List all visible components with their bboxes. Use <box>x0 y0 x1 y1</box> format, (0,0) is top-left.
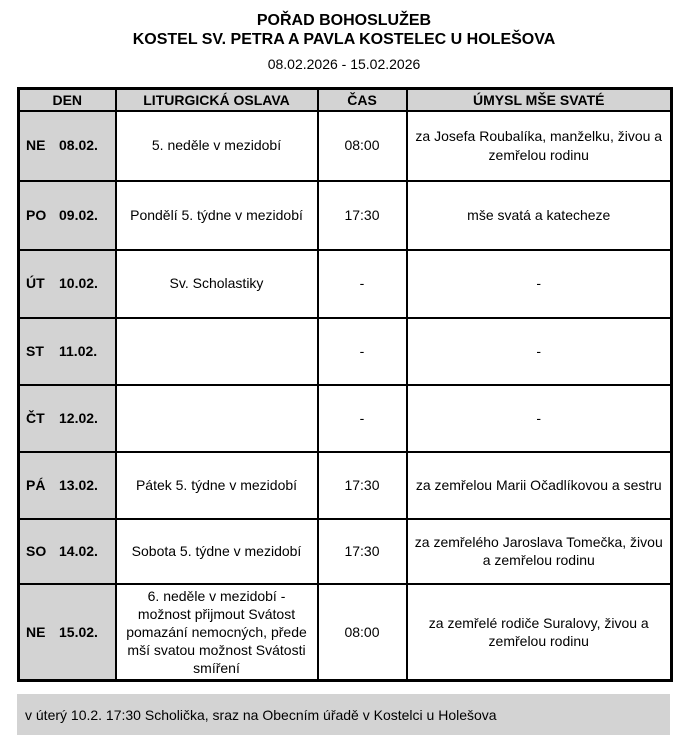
column-header-intention: ÚMYSL MŠE SVATÉ <box>407 89 672 111</box>
day-abbr: ČT <box>26 409 45 426</box>
intention-cell: - <box>407 250 672 318</box>
column-header-time: ČAS <box>318 89 407 111</box>
day-abbr: SO <box>26 542 47 559</box>
page-title: POŘAD BOHOSLUŽEB <box>256 12 432 29</box>
day-date: 15.02. <box>59 623 98 640</box>
day-cell <box>19 111 116 181</box>
table-row <box>19 584 672 681</box>
time-cell: - <box>318 250 407 318</box>
table-header-row <box>19 89 672 111</box>
document-header <box>0 0 688 72</box>
intention-cell: za zemřelou Marii Očadlíkovou a sestru <box>407 452 672 519</box>
day-cell <box>19 385 116 452</box>
time-cell: 17:30 <box>318 519 407 584</box>
schedule-table <box>17 87 673 682</box>
table-row <box>19 181 672 250</box>
celebration-cell: Sobota 5. týdne v mezidobí <box>116 519 318 584</box>
celebration-cell: Pátek 5. týdne v mezidobí <box>116 452 318 519</box>
intention-cell: - <box>407 318 672 385</box>
day-date: 08.02. <box>59 137 98 154</box>
day-abbr: PÁ <box>26 476 46 493</box>
day-cell <box>19 181 116 250</box>
day-date: 12.02. <box>59 409 98 426</box>
time-cell: 08:00 <box>318 111 407 181</box>
day-cell <box>19 519 116 584</box>
intention-cell: za zemřelého Jaroslava Tomečka, živou a zemřelou rodinu <box>407 519 672 584</box>
table-row <box>19 111 672 181</box>
celebration-cell: 6. neděle v mezidobí - možnost přijmout Svátost pomazání nemocných, přede mší svatou možnost Svátosti smíření <box>116 584 318 681</box>
table-row <box>19 519 672 584</box>
celebration-cell: Sv. Scholastiky <box>116 250 318 318</box>
day-abbr: PO <box>26 206 47 223</box>
table-row <box>19 452 672 519</box>
intention-cell: za zemřelé rodiče Suralovy, živou a zemřelou rodinu <box>407 584 672 681</box>
day-date: 10.02. <box>59 275 98 292</box>
day-cell <box>19 452 116 519</box>
column-header-celebration: LITURGICKÁ OSLAVA <box>116 89 318 111</box>
day-abbr: ÚT <box>26 275 45 292</box>
day-date: 13.02. <box>59 476 98 493</box>
intention-cell: - <box>407 385 672 452</box>
footer-note <box>17 694 670 735</box>
time-cell: - <box>318 318 407 385</box>
day-date: 11.02. <box>59 342 98 359</box>
celebration-cell: Pondělí 5. týdne v mezidobí <box>116 181 318 250</box>
day-cell <box>19 584 116 681</box>
day-abbr: NE <box>26 137 46 154</box>
celebration-cell: 5. neděle v mezidobí <box>116 111 318 181</box>
church-name: KOSTEL SV. PETRA A PAVLA KOSTELEC U HOLEŠOVA <box>132 31 556 48</box>
date-range: 08.02.2026 - 15.02.2026 <box>267 56 421 72</box>
time-cell: 08:00 <box>318 584 407 681</box>
intention-cell: za Josefa Roubalíka, manželku, živou a zemřelou rodinu <box>407 111 672 181</box>
day-cell <box>19 250 116 318</box>
day-date: 14.02. <box>59 542 98 559</box>
table-row <box>19 385 672 452</box>
time-cell: 17:30 <box>318 452 407 519</box>
footer-note-text: v úterý 10.2. 17:30 Scholička, sraz na Obecním úřadě v Kostelci u Holešova <box>25 706 497 723</box>
table-row <box>19 318 672 385</box>
celebration-cell <box>116 385 318 452</box>
day-abbr: NE <box>26 623 46 640</box>
intention-cell: mše svatá a katecheze <box>407 181 672 250</box>
time-cell: 17:30 <box>318 181 407 250</box>
table-row <box>19 250 672 318</box>
column-header-day: DEN <box>19 89 116 111</box>
day-cell <box>19 318 116 385</box>
celebration-cell <box>116 318 318 385</box>
day-date: 09.02. <box>59 206 98 223</box>
day-abbr: ST <box>26 342 44 359</box>
time-cell: - <box>318 385 407 452</box>
